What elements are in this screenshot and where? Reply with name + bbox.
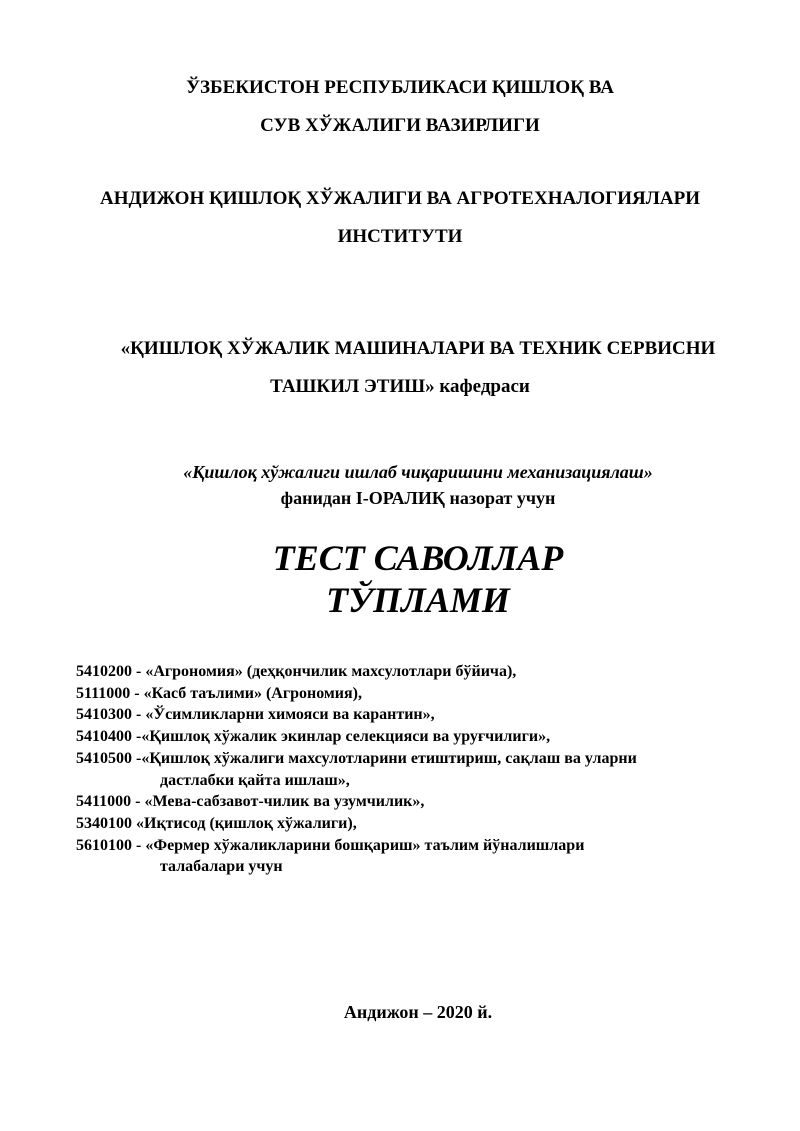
program-item-continuation: талабалари учун	[160, 858, 283, 876]
ministry-line-1: ЎЗБЕКИСТОН РЕСПУБЛИКАСИ ҚИШЛОҚ ВА	[186, 77, 614, 98]
program-item: 5410500 -«Қишлоқ хўжалиги махсулотларини етиштириш, сақлаш ва уларни	[76, 749, 637, 767]
footer-city-year: Андижон – 2020 й.	[343, 1002, 493, 1022]
program-item: 5610100 - «Фермер хўжаликларини бошқариш» таълим йўналишлари	[76, 836, 585, 854]
program-item-continuation: дастлабки қайта ишлаш»,	[160, 771, 350, 789]
program-item: 5340100 «Иқтисод (қишлоқ хўжалиги),	[76, 814, 357, 832]
program-item: 5410200 - «Агрономия» (деҳқончилик махсулотлари бўйича),	[76, 663, 517, 680]
subject-line-2: фанидан I-ОРАЛИҚ назорат учун	[280, 488, 556, 508]
program-item: 5410400 -«Қишлоқ хўжалик экинлар селекцияси ва уруғчилиги»,	[76, 728, 551, 746]
program-item: 5411000 - «Мева-сабзавот-чилик ва узумчилик»,	[76, 793, 425, 811]
institute-line-2: ИНСТИТУТИ	[337, 226, 463, 247]
program-item: 5111000 - «Касб таълими» (Агрономия),	[76, 684, 363, 702]
title-line-2: ТЎПЛАМИ	[326, 580, 510, 620]
department-line-2: ТАШКИЛ ЭТИШ» кафедраси	[270, 376, 530, 397]
program-item: 5410300 - «Ўсимликларни химояси ва карантин»,	[76, 706, 435, 724]
title-line-1: ТЕСТ САВОЛЛАР	[272, 538, 564, 578]
department-line-1: «ҚИШЛОҚ ХЎЖАЛИК МАШИНАЛАРИ ВА ТЕХНИК СЕРВИСНИ	[120, 338, 716, 359]
subject-line-1: «Қишлоқ хўжалиги ишлаб чиқаришини механизациялаш»	[183, 462, 653, 482]
institute-line-1: АНДИЖОН ҚИШЛОҚ ХЎЖАЛИГИ ВА АГРОТЕХНАЛОГИЯЛАРИ	[100, 188, 700, 209]
programs-list	[76, 661, 776, 878]
ministry-line-2: СУВ ХЎЖАЛИГИ ВАЗИРЛИГИ	[260, 115, 540, 136]
